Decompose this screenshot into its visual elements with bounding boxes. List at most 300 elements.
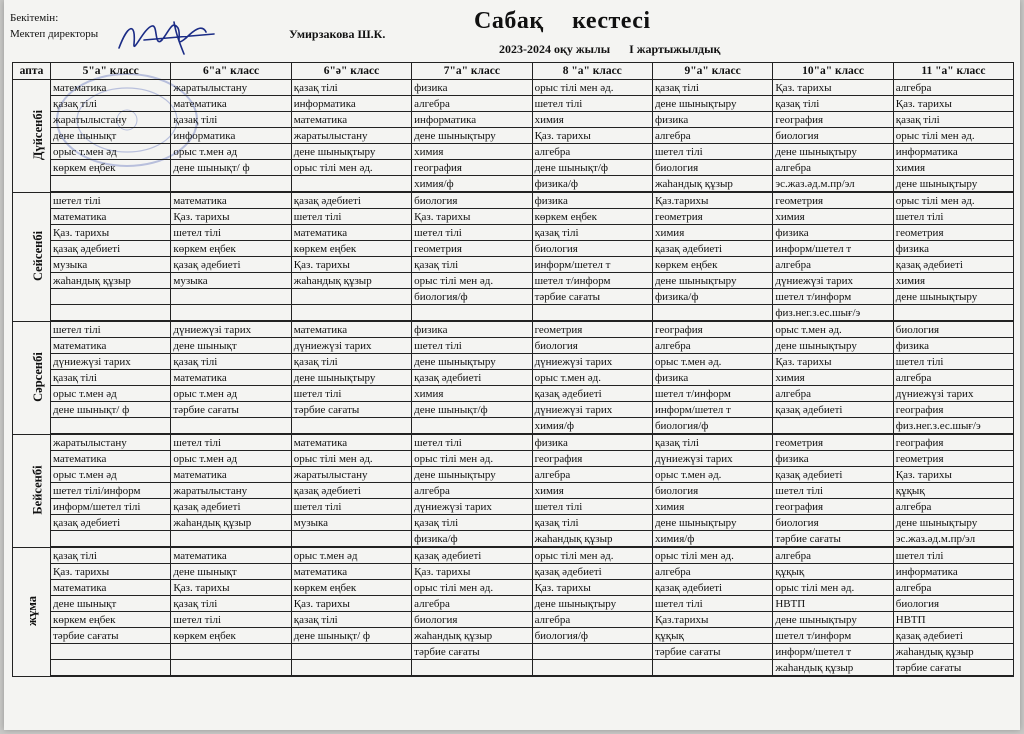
lesson-cell: дене шынықт (51, 128, 171, 144)
lesson-cell: дене шынықтыру (893, 515, 1013, 531)
lesson-cell: шетел тілі (412, 434, 532, 451)
lesson-cell: физика (652, 370, 772, 386)
lesson-cell: шетел тілі (652, 596, 772, 612)
lesson-cell: Қаз. тарихы (532, 580, 652, 596)
lesson-cell: математика (51, 451, 171, 467)
lesson-cell: көркем еңбек (171, 628, 291, 644)
lesson-cell: шетел тілі (893, 209, 1013, 225)
lesson-cell (412, 660, 532, 677)
lesson-cell (412, 418, 532, 435)
lesson-cell: алгебра (412, 483, 532, 499)
lesson-cell: дене шынықтыру (893, 289, 1013, 305)
lesson-cell: орыс т.мен əд. (652, 467, 772, 483)
lesson-cell: геометрия (532, 321, 652, 338)
lesson-cell: орыс т.мен əд (291, 547, 411, 564)
lesson-cell: орыс т.мен əд (171, 451, 291, 467)
lesson-cell: математика (171, 192, 291, 209)
lesson-cell: география (773, 499, 893, 515)
lesson-cell: қазақ əдебиеті (773, 402, 893, 418)
schedule-row (13, 467, 1014, 483)
lesson-cell: география (893, 402, 1013, 418)
lesson-cell: математика (291, 321, 411, 338)
schedule-row (13, 273, 1014, 289)
lesson-cell: алгебра (893, 580, 1013, 596)
lesson-cell: математика (291, 434, 411, 451)
lesson-cell: биология (532, 241, 652, 257)
lesson-cell: химия (893, 273, 1013, 289)
lesson-cell: химия (532, 112, 652, 128)
lesson-cell: физика (532, 434, 652, 451)
lesson-cell: қазақ тілі (51, 96, 171, 112)
day-name: жұма (24, 596, 39, 626)
lesson-cell: қазақ əдебиеті (893, 628, 1013, 644)
lesson-cell: информатика (171, 128, 291, 144)
schedule-row (13, 644, 1014, 660)
lesson-cell: орыс тілі мен əд. (893, 128, 1013, 144)
lesson-cell: дүниежүзі тарих (291, 338, 411, 354)
schedule-row (13, 144, 1014, 160)
lesson-cell: тəрбие сағаты (893, 660, 1013, 677)
lesson-cell: информ/шетел т (652, 402, 772, 418)
lesson-cell: қазақ тілі (51, 547, 171, 564)
lesson-cell (291, 418, 411, 435)
lesson-cell: география (412, 160, 532, 176)
lesson-cell: Қаз. тарихы (893, 96, 1013, 112)
lesson-cell: Қаз. тарихы (412, 564, 532, 580)
lesson-cell: Қаз. тарихы (291, 596, 411, 612)
lesson-cell: химия (412, 144, 532, 160)
schedule-row (13, 564, 1014, 580)
lesson-cell: химия (893, 160, 1013, 176)
schedule-row (13, 596, 1014, 612)
lesson-cell: қазақ əдебиеті (652, 580, 772, 596)
lesson-cell: қазақ тілі (171, 112, 291, 128)
lesson-cell: құқық (773, 564, 893, 580)
lesson-cell: география (893, 434, 1013, 451)
lesson-cell: алгебра (893, 370, 1013, 386)
lesson-cell: биология (652, 483, 772, 499)
lesson-cell: физика (773, 225, 893, 241)
column-header-class: 6"ә" класс (291, 63, 411, 80)
lesson-cell: география (532, 451, 652, 467)
lesson-cell: дүниежүзі тарих (893, 386, 1013, 402)
lesson-cell: шетел т/информ (532, 273, 652, 289)
lesson-cell: математика (171, 96, 291, 112)
lesson-cell (291, 531, 411, 548)
lesson-cell: Қаз. тарихы (893, 467, 1013, 483)
lesson-cell (773, 418, 893, 435)
schedule-row (13, 580, 1014, 596)
lesson-cell: жаратылыстану (291, 467, 411, 483)
lesson-cell: қазақ тілі (171, 596, 291, 612)
lesson-cell: математика (51, 80, 171, 96)
lesson-cell: шетел тілі (171, 225, 291, 241)
lesson-cell: қазақ тілі (291, 612, 411, 628)
lesson-cell: қазақ əдебиеті (51, 515, 171, 531)
lesson-cell: дене шынықтыру (412, 128, 532, 144)
school-year: 2023-2024 оқу жылы (499, 42, 611, 56)
lesson-cell: информатика (893, 564, 1013, 580)
lesson-cell: информ/шетел т (773, 241, 893, 257)
lesson-cell (652, 305, 772, 322)
schedule-row (13, 128, 1014, 144)
lesson-cell (893, 305, 1013, 322)
lesson-cell: алгебра (773, 547, 893, 564)
lesson-cell: дене шынықтыру (773, 338, 893, 354)
lesson-cell: музыка (51, 257, 171, 273)
lesson-cell: дене шынықтыру (893, 176, 1013, 193)
lesson-cell: шетел тілі (291, 386, 411, 402)
lesson-cell: химия (532, 483, 652, 499)
lesson-cell: математика (51, 580, 171, 596)
lesson-cell: жаһандық құзыр (171, 515, 291, 531)
lesson-cell: информ/шетел тілі (51, 499, 171, 515)
column-header-class: 5"а" класс (51, 63, 171, 80)
lesson-cell: тəрбие сағаты (412, 644, 532, 660)
lesson-cell: жаратылыстану (51, 112, 171, 128)
lesson-cell: көркем еңбек (291, 241, 411, 257)
lesson-cell: орыс т.мен əд (51, 144, 171, 160)
lesson-cell: шетел тілі (652, 144, 772, 160)
lesson-cell: физика/ф (532, 176, 652, 193)
lesson-cell: дене шынықтыру (412, 354, 532, 370)
lesson-cell: геометрия (773, 192, 893, 209)
lesson-cell: орыс т.мен əд. (773, 321, 893, 338)
lesson-cell: дене шынықтыру (412, 467, 532, 483)
lesson-cell: шетел тілі (51, 192, 171, 209)
lesson-cell: Қаз. тарихы (171, 580, 291, 596)
lesson-cell: көркем еңбек (51, 612, 171, 628)
lesson-cell: физика (893, 241, 1013, 257)
lesson-cell: химия/ф (412, 176, 532, 193)
lesson-cell: қазақ əдебиеті (412, 547, 532, 564)
lesson-cell: физика (412, 321, 532, 338)
lesson-cell: орыс т.мен əд. (532, 370, 652, 386)
lesson-cell: биология (652, 160, 772, 176)
day-label-cell (13, 321, 51, 434)
lesson-cell: химия (652, 225, 772, 241)
lesson-cell (171, 531, 291, 548)
lesson-cell: қазақ əдебиеті (532, 564, 652, 580)
schedule-row (13, 628, 1014, 644)
lesson-cell: орыс тілі мен əд. (412, 580, 532, 596)
lesson-cell: шетел тілі/информ (51, 483, 171, 499)
lesson-cell: биология (412, 612, 532, 628)
lesson-cell: қазақ тілі (652, 80, 772, 96)
lesson-cell: математика (291, 225, 411, 241)
lesson-cell: қазақ əдебиеті (893, 257, 1013, 273)
lesson-cell: шетел тілі (773, 483, 893, 499)
lesson-cell: дүниежүзі тарих (412, 499, 532, 515)
schedule-row (13, 241, 1014, 257)
lesson-cell: дене шынықтыру (652, 96, 772, 112)
lesson-cell (51, 531, 171, 548)
lesson-cell: алгебра (652, 338, 772, 354)
lesson-cell: алгебра (652, 564, 772, 580)
lesson-cell: физика (652, 112, 772, 128)
day-label-cell (13, 80, 51, 193)
lesson-cell: қазақ əдебиеті (51, 241, 171, 257)
lesson-cell: математика (291, 564, 411, 580)
lesson-cell: биология (532, 338, 652, 354)
lesson-cell: қазақ əдебиеті (291, 192, 411, 209)
schedule-row (13, 418, 1014, 435)
lesson-cell: биология (412, 192, 532, 209)
lesson-cell: биология (773, 515, 893, 531)
column-header-class: 9"а" класс (652, 63, 772, 80)
day-name: Сейсенбі (31, 230, 46, 282)
lesson-cell: дене шынықтыру (652, 515, 772, 531)
lesson-cell (532, 644, 652, 660)
lesson-cell (171, 644, 291, 660)
lesson-cell: биология (893, 596, 1013, 612)
lesson-cell: дене шынықт (171, 338, 291, 354)
lesson-cell: шетел тілі (412, 225, 532, 241)
schedule-row (13, 321, 1014, 338)
lesson-cell: дүниежүзі тарих (51, 354, 171, 370)
lesson-cell: физика (412, 80, 532, 96)
schedule-row (13, 531, 1014, 548)
lesson-cell: шетел тілі (893, 354, 1013, 370)
lesson-cell: тəрбие сағаты (773, 531, 893, 548)
lesson-cell: биология/ф (652, 418, 772, 435)
lesson-cell (291, 176, 411, 193)
lesson-cell: қазақ тілі (291, 354, 411, 370)
lesson-cell: дене шынықт/ф (532, 160, 652, 176)
lesson-cell: қазақ əдебиеті (773, 467, 893, 483)
lesson-cell: жаһандық құзыр (893, 644, 1013, 660)
lesson-cell: химия (773, 370, 893, 386)
lesson-cell: дене шынықт (171, 564, 291, 580)
signature-icon (114, 14, 224, 60)
lesson-cell: алгебра (893, 80, 1013, 96)
lesson-cell: информ/шетел т (532, 257, 652, 273)
schedule-row (13, 547, 1014, 564)
lesson-cell: НВТП (893, 612, 1013, 628)
lesson-cell: физика (893, 338, 1013, 354)
schedule-row (13, 209, 1014, 225)
lesson-cell: дене шынықтыру (291, 144, 411, 160)
schedule-row (13, 112, 1014, 128)
lesson-cell: химия/ф (652, 531, 772, 548)
lesson-cell: құқық (893, 483, 1013, 499)
lesson-cell (652, 660, 772, 677)
lesson-cell: математика (171, 370, 291, 386)
lesson-cell: информатика (291, 96, 411, 112)
column-header-class: 7"а" класс (412, 63, 532, 80)
lesson-cell: Қаз. тарихы (291, 257, 411, 273)
lesson-cell (171, 660, 291, 677)
lesson-cell: шетел тілі (532, 96, 652, 112)
lesson-cell: дене шынықтыру (652, 273, 772, 289)
lesson-cell: химия/ф (532, 418, 652, 435)
lesson-cell: құқық (652, 628, 772, 644)
lesson-cell: жаратылыстану (171, 483, 291, 499)
lesson-cell (171, 418, 291, 435)
day-label-cell (13, 192, 51, 321)
lesson-cell: орыс тілі мен əд. (532, 547, 652, 564)
column-header-class: 11 "а" класс (893, 63, 1013, 80)
lesson-cell: физ.нег.з.ес.шығ/э (773, 305, 893, 322)
lesson-cell: қазақ тілі (171, 354, 291, 370)
schedule-row (13, 354, 1014, 370)
lesson-cell: алгебра (532, 144, 652, 160)
lesson-cell: шетел тілі (51, 321, 171, 338)
lesson-cell: дүниежүзі тарих (532, 354, 652, 370)
schedule-row (13, 160, 1014, 176)
day-label-cell (13, 434, 51, 547)
lesson-cell: химия (652, 499, 772, 515)
lesson-cell: жаһандық құзыр (291, 273, 411, 289)
lesson-cell: көркем еңбек (51, 160, 171, 176)
lesson-cell: жаратылыстану (171, 80, 291, 96)
day-name: Дүйсенбі (31, 110, 46, 161)
lesson-cell: геометрия (893, 451, 1013, 467)
lesson-cell: геометрия (652, 209, 772, 225)
column-header-week: апта (13, 63, 51, 80)
lesson-cell: биология/ф (412, 289, 532, 305)
lesson-cell: орыс тілі мен əд. (532, 80, 652, 96)
lesson-cell: физика/ф (412, 531, 532, 548)
column-header-class: 10"а" класс (773, 63, 893, 80)
lesson-cell: орыс тілі мен əд. (412, 451, 532, 467)
lesson-cell: орыс т.мен əд. (652, 354, 772, 370)
schedule-row (13, 660, 1014, 677)
lesson-cell: шетел тілі (893, 547, 1013, 564)
lesson-cell: қазақ тілі (51, 370, 171, 386)
lesson-cell: физика/ф (652, 289, 772, 305)
lesson-cell: алгебра (773, 386, 893, 402)
lesson-cell: геометрия (412, 241, 532, 257)
lesson-cell: музыка (291, 515, 411, 531)
lesson-cell: орыс тілі мен əд. (291, 160, 411, 176)
lesson-cell: қазақ тілі (532, 225, 652, 241)
lesson-cell: дүниежүзі тарих (171, 321, 291, 338)
lesson-cell: Қаз. тарихы (171, 209, 291, 225)
lesson-cell (51, 660, 171, 677)
lesson-cell: химия (412, 386, 532, 402)
schedule-row (13, 176, 1014, 193)
lesson-cell: Қаз.тарихы (652, 612, 772, 628)
lesson-cell: жаһандық құзыр (51, 273, 171, 289)
lesson-cell: геометрия (893, 225, 1013, 241)
schedule-row (13, 225, 1014, 241)
lesson-cell: дене шынықт/ ф (51, 402, 171, 418)
lesson-cell: шетел тілі (532, 499, 652, 515)
lesson-cell (532, 305, 652, 322)
lesson-cell: орыс т.мен əд (51, 386, 171, 402)
lesson-cell: алгебра (773, 160, 893, 176)
lesson-cell: дене шынықт/ ф (171, 160, 291, 176)
lesson-cell: қазақ əдебиеті (652, 241, 772, 257)
lesson-cell: алгебра (773, 257, 893, 273)
schedule-row (13, 96, 1014, 112)
schedule-row (13, 192, 1014, 209)
lesson-cell: қазақ тілі (893, 112, 1013, 128)
lesson-cell: физ.нег.з.ес.шығ/э (893, 418, 1013, 435)
lesson-cell: қазақ тілі (773, 96, 893, 112)
lesson-cell: орыс тілі мен əд. (773, 580, 893, 596)
lesson-cell: жаһандық құзыр (532, 531, 652, 548)
lesson-cell: көркем еңбек (291, 580, 411, 596)
lesson-cell: информ/шетел т (773, 644, 893, 660)
lesson-cell: шетел тілі (291, 499, 411, 515)
lesson-cell: көркем еңбек (171, 241, 291, 257)
lesson-cell: Қаз. тарихы (773, 354, 893, 370)
lesson-cell (412, 305, 532, 322)
schedule-row (13, 305, 1014, 322)
column-header-class: 8 "а" класс (532, 63, 652, 80)
lesson-cell: музыка (171, 273, 291, 289)
lesson-cell (532, 660, 652, 677)
school-year-line (499, 42, 736, 57)
lesson-cell: дүниежүзі тарих (652, 451, 772, 467)
lesson-cell (51, 289, 171, 305)
lesson-cell: қазақ тілі (532, 515, 652, 531)
lesson-cell: орыс тілі мен əд. (291, 451, 411, 467)
approval-block (10, 10, 98, 42)
lesson-cell: Қаз. тарихы (532, 128, 652, 144)
lesson-cell: қазақ əдебиеті (171, 257, 291, 273)
lesson-cell: жаһандық құзыр (652, 176, 772, 193)
lesson-cell: жаратылыстану (51, 434, 171, 451)
lesson-cell: жаратылыстану (291, 128, 411, 144)
lesson-cell: көркем еңбек (652, 257, 772, 273)
lesson-cell (291, 289, 411, 305)
lesson-cell: тəрбие сағаты (51, 628, 171, 644)
lesson-cell: информатика (412, 112, 532, 128)
schedule-row (13, 386, 1014, 402)
lesson-cell: дүниежүзі тарих (773, 273, 893, 289)
lesson-cell: қазақ тілі (412, 257, 532, 273)
schedule-row (13, 370, 1014, 386)
column-header-class: 6"а" класс (171, 63, 291, 80)
lesson-cell (51, 644, 171, 660)
schedule-row (13, 402, 1014, 418)
lesson-cell: алгебра (652, 128, 772, 144)
lesson-cell: математика (171, 547, 291, 564)
lesson-cell: Қаз.тарихы (652, 192, 772, 209)
lesson-cell (51, 418, 171, 435)
schedule-row (13, 257, 1014, 273)
lesson-cell: алгебра (412, 96, 532, 112)
lesson-cell: биология/ф (532, 628, 652, 644)
lesson-cell (291, 305, 411, 322)
lesson-cell: биология (893, 321, 1013, 338)
director-label: Мектеп директоры (10, 28, 99, 40)
lesson-cell: Қаз. тарихы (51, 564, 171, 580)
lesson-cell: тəрбие сағаты (171, 402, 291, 418)
director-name: Умирзакова Ш.К. (289, 27, 386, 41)
lesson-cell: дене шынықтыру (773, 612, 893, 628)
schedule-row (13, 499, 1014, 515)
lesson-cell: дене шынықтыру (532, 596, 652, 612)
lesson-cell: математика (291, 112, 411, 128)
lesson-cell: орыс тілі мен əд. (652, 547, 772, 564)
lesson-cell: тəрбие сағаты (532, 289, 652, 305)
lesson-cell: орыс тілі мен əд. (893, 192, 1013, 209)
approve-label: Бекітемін: (10, 12, 59, 24)
lesson-cell: тəрбие сағаты (291, 402, 411, 418)
lesson-cell: тəрбие сағаты (652, 644, 772, 660)
lesson-cell: Қаз. тарихы (773, 80, 893, 96)
lesson-cell: шетел т/информ (773, 289, 893, 305)
schedule-row (13, 483, 1014, 499)
lesson-cell: дене шынықтыру (291, 370, 411, 386)
lesson-cell (51, 305, 171, 322)
lesson-cell: НВТП (773, 596, 893, 612)
lesson-cell: шетел т/информ (773, 628, 893, 644)
